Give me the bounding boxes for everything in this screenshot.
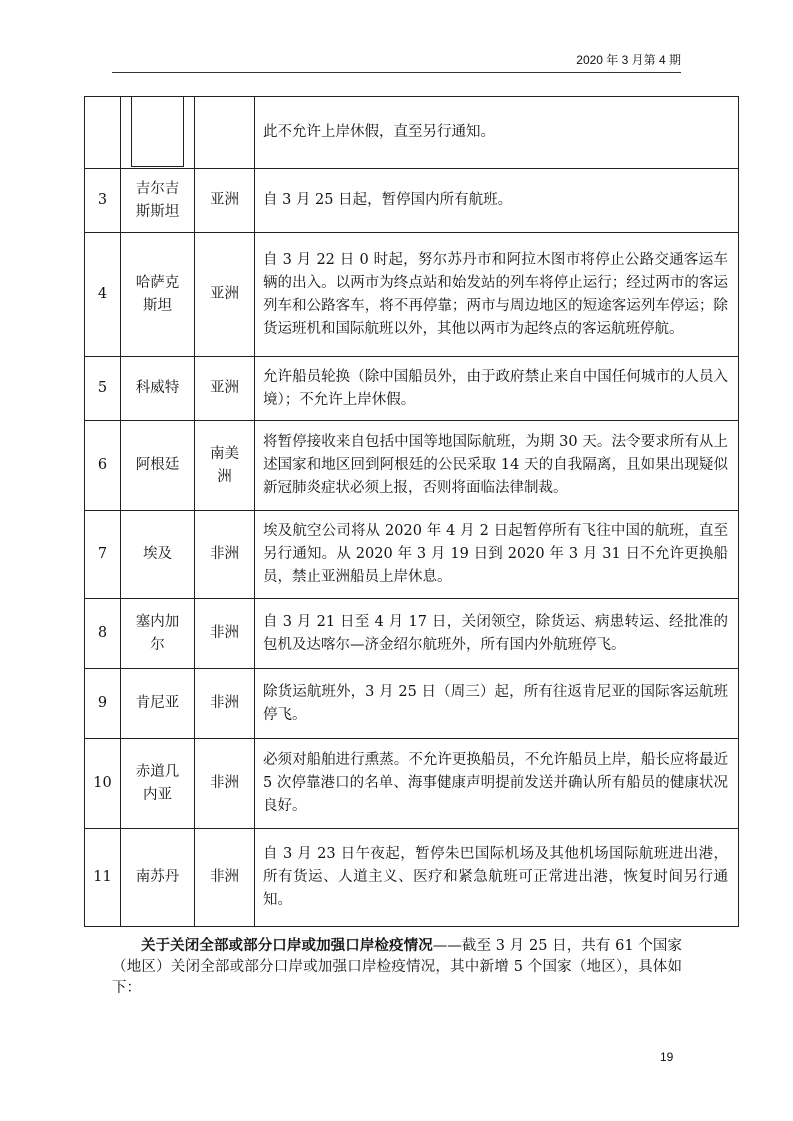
table-row [85,421,739,511]
name-cell: 阿根廷 [121,421,195,511]
region-cell: 非洲 [195,829,255,927]
table-row-continuation [85,97,739,169]
no-cell [85,97,121,169]
summary-paragraph [112,935,682,999]
region-cell: 非洲 [195,739,255,829]
content-cell: 自 3 月 25 日起，暂停国内所有航班。 [255,169,739,233]
table-row [85,739,739,829]
content-cell: 允许船员轮换（除中国船员外，由于政府禁止来自中国任何城市的人员入境）；不允许上岸休假。 [255,357,739,421]
region-cell: 非洲 [195,511,255,599]
name-cell: 哈萨克斯坦 [121,233,195,357]
no-cell: 5 [85,357,121,421]
issue-label: 2020 年 3 月第 4 期 [576,53,681,67]
content-text: 此不允许上岸休假，直至另行通知。 [263,124,495,140]
no-cell: 10 [85,739,121,829]
no-cell: 6 [85,421,121,511]
name-cell: 科威特 [121,357,195,421]
name-cell: 埃及 [121,511,195,599]
name-cell [121,97,195,169]
page-number: 19 [660,1050,674,1064]
name-cell: 南苏丹 [121,829,195,927]
no-cell: 9 [85,669,121,739]
name-cell: 赤道几内亚 [121,739,195,829]
table-row [85,169,739,233]
table-row [85,669,739,739]
content-cell: 自 3 月 21 日至 4 月 17 日，关闭领空，除货运、病患转运、经批准的包机及达喀尔—济金绍尔航班外，所有国内外航班停飞。 [255,599,739,669]
name-cell: 塞内加尔 [121,599,195,669]
region-cell: 非洲 [195,669,255,739]
region-cell: 亚洲 [195,233,255,357]
name-cell: 吉尔吉斯斯坦 [121,169,195,233]
content-cell [255,97,739,169]
content-cell: 将暂停接收来自包括中国等地国际航班，为期 30 天。法令要求所有从上述国家和地区回到阿根廷的公民采取 14 天的自我隔离，且如果出现疑似新冠肺炎症状必须上报，否则将面临法律制裁。 [255,421,739,511]
content-cell: 除货运航班外，3 月 25 日（周三）起，所有往返肯尼亚的国际客运航班停飞。 [255,669,739,739]
content-cell: 自 3 月 22 日 0 时起，努尔苏丹市和阿拉木图市将停止公路交通客运车辆的出入。以两市为终点站和始发站的列车将停止运行；经过两市的客运列车和公路客车，将不再停靠；两市与周边地区的短途客运列车停运；除货运班机和国际航班以外，其他以两市为起终点的客运航班停航。 [255,233,739,357]
merged-cell-outline [131,97,184,167]
content-cell: 自 3 月 23 日午夜起，暂停朱巴国际机场及其他机场国际航班进出港，所有货运、人道主义、医疗和紧急航班可正常进出港，恢复时间另行通知。 [255,829,739,927]
no-cell: 3 [85,169,121,233]
region-cell: 非洲 [195,599,255,669]
measures-table [84,96,739,927]
region-cell: 南美洲 [195,421,255,511]
page-header [112,52,681,73]
no-cell: 8 [85,599,121,669]
table-row [85,599,739,669]
name-cell: 肯尼亚 [121,669,195,739]
no-cell: 7 [85,511,121,599]
no-cell: 4 [85,233,121,357]
region-cell [195,97,255,169]
table-row [85,357,739,421]
content-cell: 必须对船舶进行熏蒸。不允许更换船员，不允许船员上岸，船长应将最近 5 次停靠港口的名单、海事健康声明提前发送并确认所有船员的健康状况良好。 [255,739,739,829]
summary-body: ——截至 3 月 25 日，共有 61 个国家（地区）关闭全部或部分口岸或加强口岸检疫情况，其中新增 5 个国家（地区），具体如下： [112,938,683,996]
region-cell: 亚洲 [195,357,255,421]
no-cell: 11 [85,829,121,927]
summary-lead: 关于关闭全部或部分口岸或加强口岸检疫情况 [141,937,433,954]
content-cell: 埃及航空公司将从 2020 年 4 月 2 日起暂停所有飞往中国的航班，直至另行通知。从 2020 年 3 月 19 日到 2020 年 3 月 31 日不允许更换船员，禁止亚洲船员上岸休息。 [255,511,739,599]
table-row [85,233,739,357]
region-cell: 亚洲 [195,169,255,233]
table-row [85,829,739,927]
table-row [85,511,739,599]
